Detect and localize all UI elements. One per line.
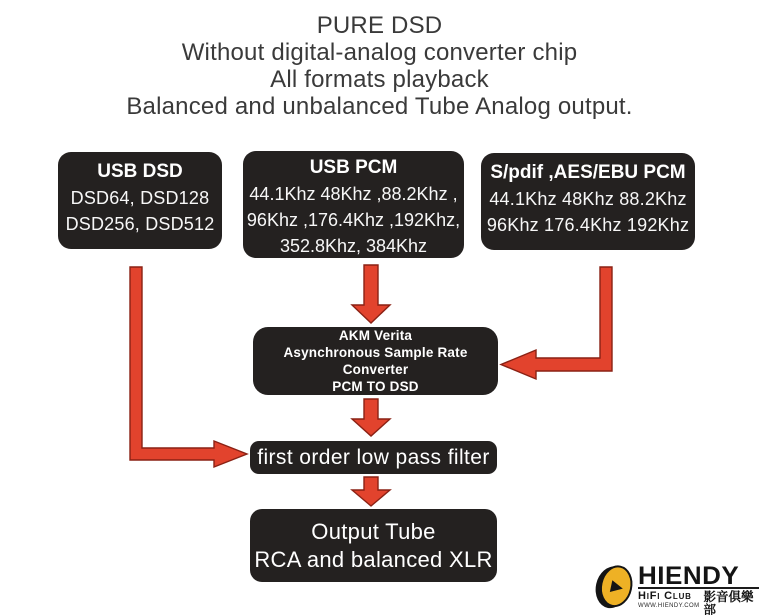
node-usb-dsd bbox=[58, 152, 222, 249]
title-line-3: All formats playback bbox=[270, 66, 489, 93]
node-usb-pcm-title: USB PCM bbox=[309, 157, 398, 178]
logo-club-text: HiFi Club bbox=[638, 590, 692, 602]
logo-text-block bbox=[638, 561, 759, 615]
logo-brand-text: HIENDY bbox=[638, 564, 759, 589]
node-usb-pcm bbox=[243, 151, 464, 258]
speaker-disc-icon bbox=[594, 561, 636, 613]
node-spdif-aes bbox=[481, 153, 695, 250]
hiendy-logo bbox=[594, 561, 759, 613]
page-title bbox=[0, 12, 759, 120]
node-usb-pcm-line: 96Khz ,176.4Khz ,192Khz, bbox=[246, 210, 461, 230]
node-asrc-line: PCM TO DSD bbox=[332, 379, 419, 394]
arrow-usb-pcm-to-asrc bbox=[352, 265, 390, 323]
logo-chinese-text: 影音俱樂部 bbox=[703, 590, 754, 615]
node-usb-dsd-title: USB DSD bbox=[97, 161, 183, 182]
node-asrc-line: Asynchronous Sample Rate Converter bbox=[283, 345, 468, 377]
arrow-spdif-to-asrc bbox=[501, 267, 612, 379]
node-low-pass-filter-label: first order low pass filter bbox=[257, 445, 490, 469]
node-usb-dsd-line: DSD256, DSD512 bbox=[65, 214, 215, 234]
logo-subline bbox=[638, 591, 759, 615]
title-line-2: Without digital-analog converter chip bbox=[181, 39, 578, 66]
node-spdif-aes-line: 96Khz 176.4Khz 192Khz bbox=[486, 215, 690, 235]
node-usb-dsd-line: DSD64, DSD128 bbox=[70, 188, 210, 208]
title-line-1: PURE DSD bbox=[316, 12, 443, 39]
logo-url-text: WWW.HIENDY.COM bbox=[638, 603, 700, 609]
node-spdif-aes-title: S/pdif ,AES/EBU PCM bbox=[490, 162, 686, 183]
node-output-line: RCA and balanced XLR bbox=[254, 546, 493, 572]
node-usb-pcm-line: 352.8Khz, 384Khz bbox=[279, 236, 428, 256]
arrow-filter-to-output bbox=[352, 477, 390, 506]
title-line-4: Balanced and unbalanced Tube Analog output. bbox=[126, 93, 633, 120]
node-asrc-line: AKM Verita bbox=[338, 328, 413, 343]
arrow-asrc-to-filter bbox=[352, 399, 390, 436]
node-output-tube bbox=[250, 509, 497, 582]
node-spdif-aes-line: 44.1Khz 48Khz 88.2Khz bbox=[489, 189, 687, 209]
node-usb-pcm-line: 44.1Khz 48Khz ,88.2Khz , bbox=[249, 184, 458, 204]
node-low-pass-filter bbox=[250, 441, 497, 474]
node-asrc-converter bbox=[253, 327, 498, 395]
arrow-usb-dsd-to-filter bbox=[130, 267, 247, 467]
node-output-line: Output Tube bbox=[311, 518, 436, 544]
